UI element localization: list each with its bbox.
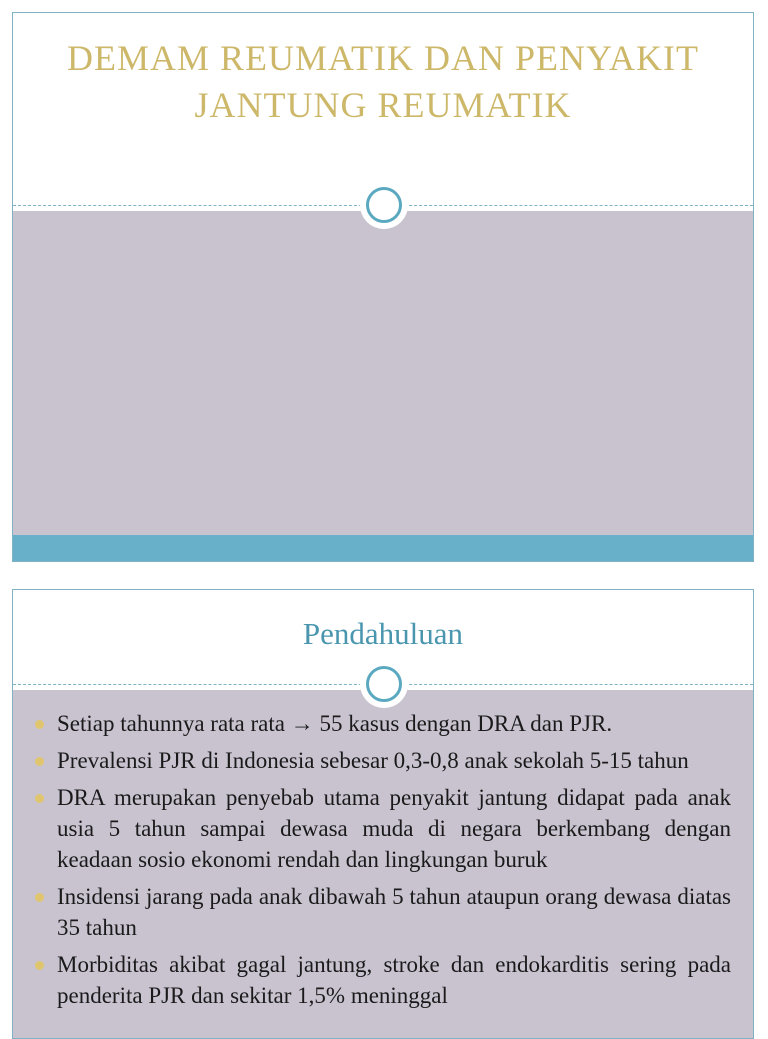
- list-item: DRA merupakan penyebab utama penyakit jantung didapat pada anak usia 5 tahun sampai dewasa muda di negara berkembang dengan keadaan sosio ekonomi rendah dan lingkungan buruk: [35, 782, 731, 875]
- bullet-list: [35, 708, 731, 1017]
- list-item: Setiap tahunnya rata rata → 55 kasus dengan DRA dan PJR.: [35, 708, 731, 739]
- bullet-dot-icon: [35, 794, 44, 803]
- slide-heading: Pendahuluan: [302, 616, 464, 651]
- list-item: Prevalensi PJR di Indonesia sebesar 0,3-0,8 anak sekolah 5-15 tahun: [35, 745, 731, 776]
- list-item: Morbiditas akibat gagal jantung, stroke dan endokarditis sering pada penderita PJR dan sekitar 1,5% meninggal: [35, 949, 731, 1011]
- circle-ornament-icon: [360, 660, 408, 708]
- list-item: Insidensi jarang pada anak dibawah 5 tahun ataupun orang dewasa diatas 35 tahun: [35, 881, 731, 943]
- content-band: [13, 211, 753, 535]
- slide-title-heading: DEMAM REUMATIK DAN PENYAKIT JANTUNG REUMATIK: [67, 38, 699, 125]
- slide-pendahuluan: [12, 589, 754, 1039]
- bullet-dot-icon: [35, 961, 44, 970]
- bullet-dot-icon: [35, 720, 44, 729]
- circle-ornament-icon: [360, 181, 408, 229]
- footer-bar: [13, 535, 753, 561]
- bullet-dot-icon: [35, 893, 44, 902]
- bullet-dot-icon: [35, 757, 44, 766]
- slide-title: [12, 12, 754, 562]
